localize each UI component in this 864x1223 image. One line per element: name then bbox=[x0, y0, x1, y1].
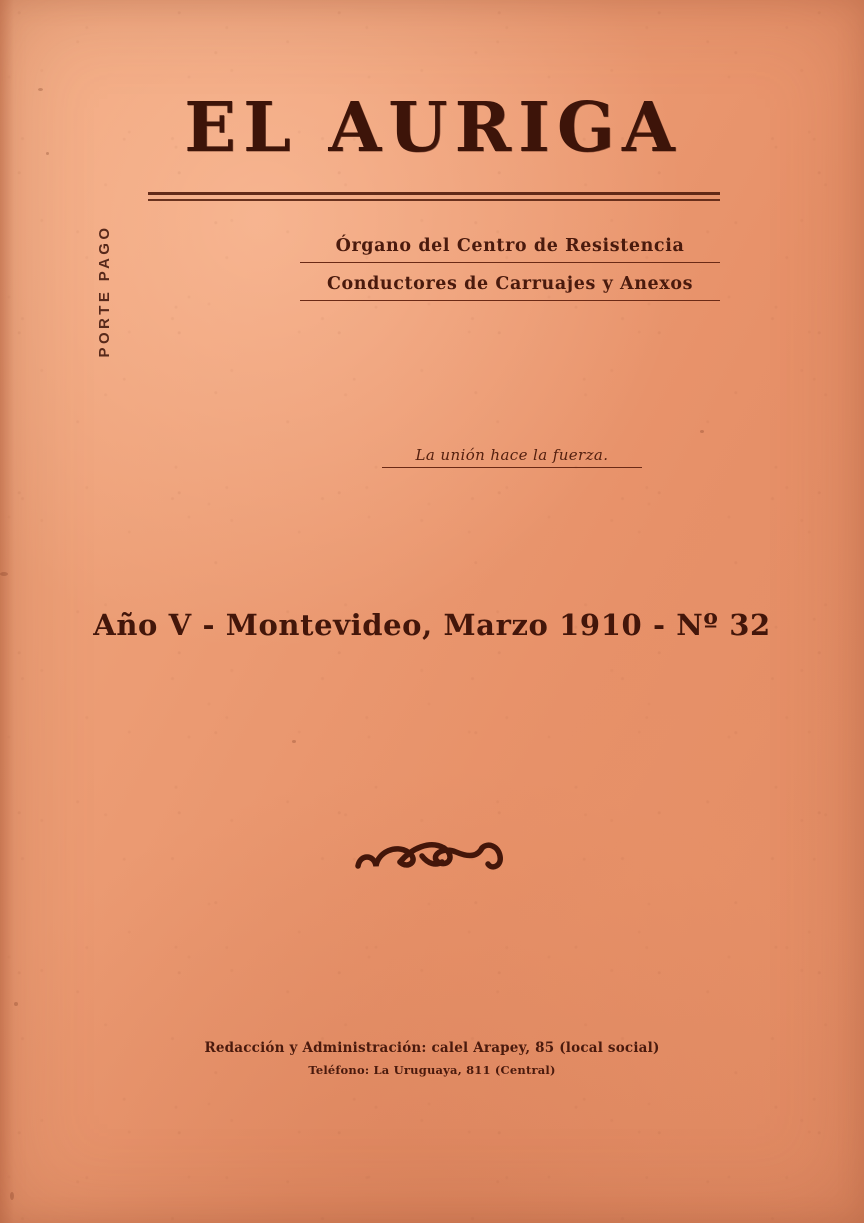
divider-line-bottom bbox=[148, 199, 720, 201]
subtitle-block bbox=[300, 236, 720, 301]
scan-edge-shadow bbox=[0, 0, 14, 1223]
paper-blemish bbox=[38, 88, 43, 91]
paper-blemish bbox=[0, 572, 8, 576]
issue-line bbox=[60, 608, 804, 642]
page-title: EL AURIGA bbox=[184, 88, 682, 168]
porte-pago-stamp: PORTE PAGO bbox=[96, 224, 113, 358]
paper-blemish bbox=[10, 1192, 14, 1200]
colophon-address: Redacción y Administración: calel Arapey, 85 (local social) bbox=[204, 1040, 660, 1056]
paper-blemish bbox=[46, 152, 49, 155]
colophon-telephone: Teléfono: La Uruguaya, 811 (Central) bbox=[308, 1063, 556, 1077]
masthead bbox=[148, 88, 718, 168]
subtitle-line-2: Conductores de Carruajes y Anexos bbox=[300, 274, 720, 301]
paper-blemish bbox=[700, 430, 704, 433]
subtitle-line-1: Órgano del Centro de Resistencia bbox=[300, 236, 720, 263]
colophon bbox=[60, 1040, 804, 1077]
divider-line-top bbox=[148, 192, 720, 195]
motto: La unión hace la fuerza. bbox=[382, 446, 642, 468]
flourish-ornament bbox=[352, 822, 512, 882]
paper-blemish bbox=[14, 1002, 18, 1006]
paper-blemish bbox=[292, 740, 296, 743]
issue-line-text: Año V - Montevideo, Marzo 1910 - Nº 32 bbox=[93, 608, 771, 642]
masthead-divider bbox=[148, 192, 720, 201]
